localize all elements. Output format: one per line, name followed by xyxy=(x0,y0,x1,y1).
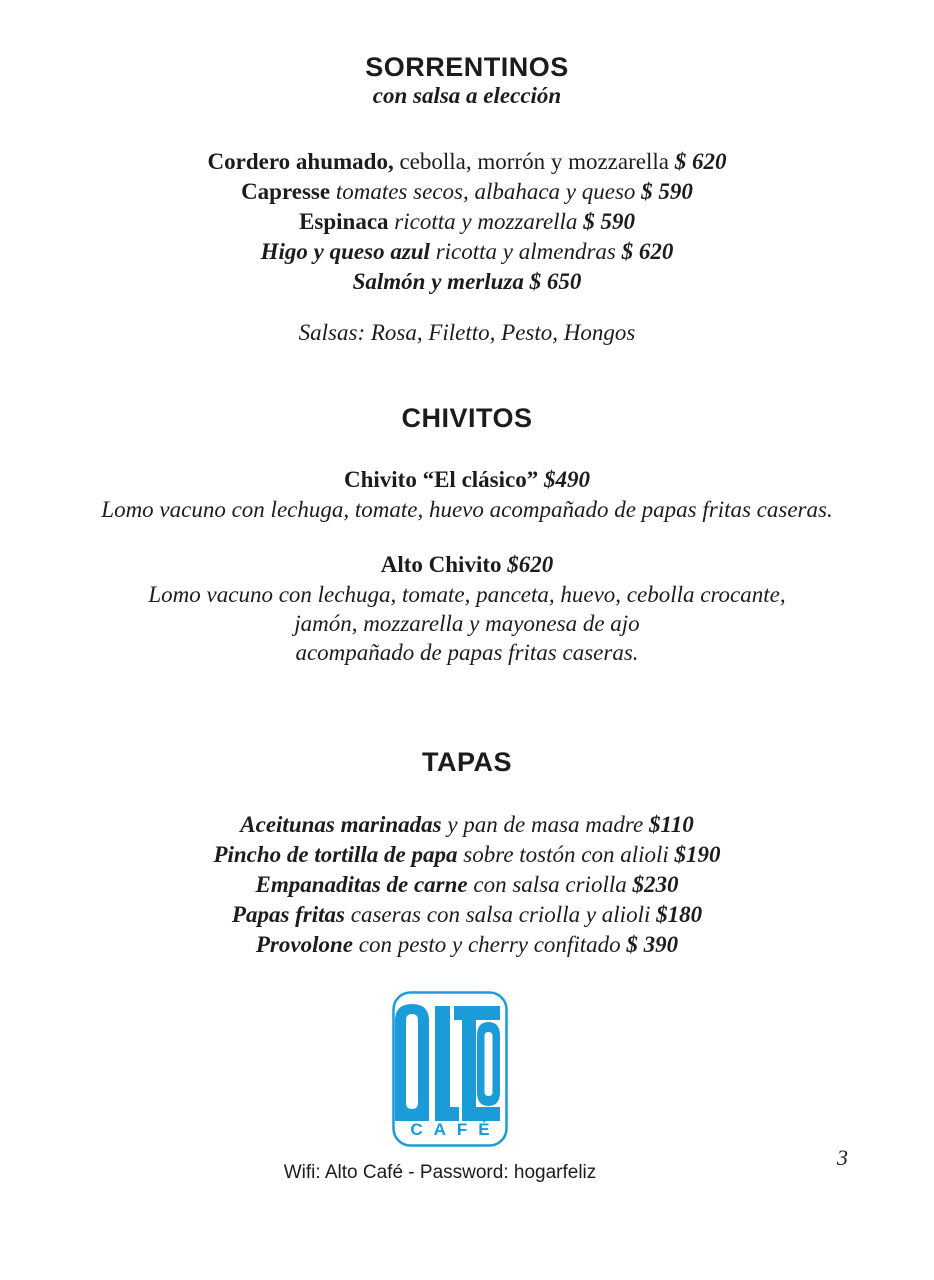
item-price: $ 620 xyxy=(674,149,727,174)
item-desc: sobre tostón con alioli xyxy=(463,842,669,867)
salsas-note: Salsas: Rosa, Filetto, Pesto, Hongos xyxy=(298,320,636,345)
menu-item-cordero xyxy=(0,147,934,177)
item-name: Pincho de tortilla de papa xyxy=(213,842,458,867)
tapas-items xyxy=(0,810,934,960)
section-title-sorrentinos: SORRENTINOS xyxy=(365,52,569,82)
dish-name: Chivito “El clásico” xyxy=(344,467,539,492)
item-price: $ 620 xyxy=(621,239,674,264)
logo-letter-o xyxy=(477,1022,500,1106)
page-number: 3 xyxy=(837,1145,848,1170)
item-price: $ 590 xyxy=(641,179,693,204)
item-price: $110 xyxy=(648,812,694,837)
item-desc: cebolla, morrón y mozzarella xyxy=(399,149,669,174)
dish-title xyxy=(0,465,934,495)
item-price: $230 xyxy=(632,872,679,897)
item-desc: con pesto y cherry confitado xyxy=(358,932,621,957)
item-desc: y pan de masa madre xyxy=(447,812,644,837)
item-desc: con salsa criolla xyxy=(473,872,627,897)
item-price: $ 590 xyxy=(583,209,635,234)
dish-chivito-clasico xyxy=(0,465,934,524)
item-name: Cordero ahumado, xyxy=(207,149,394,174)
menu-item-salmon xyxy=(0,267,934,297)
logo-letter-l xyxy=(435,1006,459,1121)
item-price: $180 xyxy=(656,902,703,927)
item-price: $ 650 xyxy=(529,269,582,294)
item-name: Salmón y merluza xyxy=(352,269,524,294)
item-price: $190 xyxy=(674,842,721,867)
menu-item-pincho xyxy=(0,840,934,870)
dish-description-line: acompañado de papas fritas caseras. xyxy=(295,640,639,665)
item-name: Espinaca xyxy=(299,209,389,234)
alto-cafe-logo xyxy=(392,991,508,1147)
menu-item-papas-fritas xyxy=(0,900,934,930)
dish-name: Alto Chivito xyxy=(380,552,502,577)
item-desc: caseras con salsa criolla y alioli xyxy=(350,902,651,927)
item-price: $ 390 xyxy=(626,932,679,957)
dish-title xyxy=(0,550,934,580)
section-title-chivitos: CHIVITOS xyxy=(401,403,533,433)
menu-item-higo xyxy=(0,237,934,267)
sorrentinos-items xyxy=(0,147,934,297)
menu-item-espinaca xyxy=(0,207,934,237)
logo-letter-a xyxy=(395,1004,429,1121)
dish-description-line: Lomo vacuno con lechuga, tomate, panceta, huevo, cebolla crocante, xyxy=(148,582,786,607)
wifi-info: Wifi: Alto Café - Password: hogarfeliz xyxy=(283,1162,597,1183)
item-desc: ricotta y almendras xyxy=(435,239,616,264)
item-desc: ricotta y mozzarella xyxy=(394,209,578,234)
item-desc: tomates secos, albahaca y queso xyxy=(335,179,636,204)
item-name: Papas fritas xyxy=(231,902,345,927)
item-name: Aceitunas marinadas xyxy=(240,812,442,837)
item-name: Provolone xyxy=(255,932,353,957)
item-name: Empanaditas de carne xyxy=(255,872,468,897)
menu-item-empanaditas xyxy=(0,870,934,900)
dish-description: Lomo vacuno con lechuga, tomate, huevo acompañado de papas fritas caseras. xyxy=(101,497,833,522)
menu-item-aceitunas xyxy=(0,810,934,840)
logo-cafe-text: CAFÉ xyxy=(410,1120,501,1139)
dish-price: $620 xyxy=(507,552,554,577)
section-subtitle-sorrentinos: con salsa a elección xyxy=(372,83,562,108)
dish-price: $490 xyxy=(543,467,590,492)
section-title-tapas: TAPAS xyxy=(422,747,512,777)
dish-alto-chivito xyxy=(0,550,934,667)
dish-description-line: jamón, mozzarella y mayonesa de ajo xyxy=(294,611,640,636)
menu-item-provolone xyxy=(0,930,934,960)
item-name: Higo y queso azul xyxy=(260,239,430,264)
item-name: Capresse xyxy=(241,179,331,204)
menu-item-capresse xyxy=(0,177,934,207)
